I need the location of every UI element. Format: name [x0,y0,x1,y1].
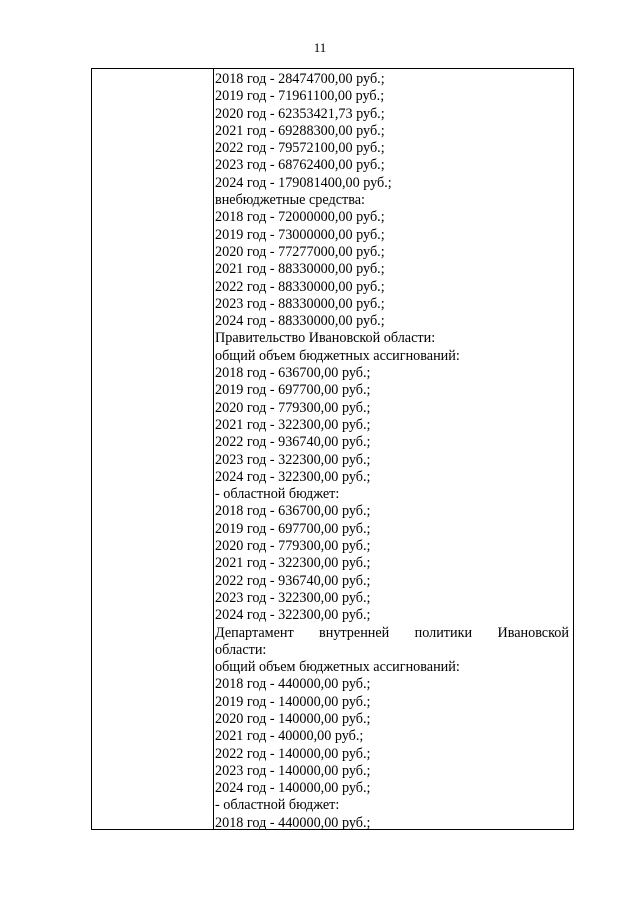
text-line: 2022 год - 936740,00 руб.; [215,434,371,451]
text-line: Правительство Ивановской области: [215,330,436,347]
text-line: 2021 год - 322300,00 руб.; [215,555,371,572]
text-line: 2022 год - 936740,00 руб.; [215,572,371,589]
text-line: 2024 год - 322300,00 руб.; [215,468,371,485]
text-line: 2018 год - 440000,00 руб.; [215,676,371,693]
text-line: 2021 год - 322300,00 руб.; [215,416,371,433]
text-line: 2024 год - 179081400,00 руб.; [215,174,392,191]
text-line: 2024 год - 140000,00 руб.; [215,780,371,797]
department-heading-word: Ивановской [497,624,569,641]
department-heading-word: Департамент [215,624,294,641]
text-line: 2019 год - 140000,00 руб.; [215,693,371,710]
text-line: 2023 год - 68762400,00 руб.; [215,157,385,174]
text-line: общий объем бюджетных ассигнований: [215,659,460,676]
text-line: 2019 год - 73000000,00 руб.; [215,226,385,243]
text-line: 2021 год - 88330000,00 руб.; [215,261,385,278]
table-right-cell [215,71,569,832]
department-heading-word: внутренней [319,624,390,641]
department-heading-word: политики [414,624,473,641]
text-line: 2021 год - 40000,00 руб.; [215,728,364,745]
text-line: 2024 год - 322300,00 руб.; [215,607,371,624]
text-line: 2018 год - 28474700,00 руб.; [215,71,385,87]
text-line: 2018 год - 440000,00 руб.; [215,814,371,831]
text-line: 2019 год - 71961100,00 руб.; [215,88,385,105]
text-line: 2020 год - 62353421,73 руб.; [215,105,385,122]
text-line: 2018 год - 72000000,00 руб.; [215,209,385,226]
text-line: внебюджетные средства: [215,192,365,209]
text-line: 2020 год - 779300,00 руб.; [215,399,371,416]
text-line: 2020 год - 77277000,00 руб.; [215,243,385,260]
text-line: 2024 год - 88330000,00 руб.; [215,313,385,330]
text-line: 2022 год - 88330000,00 руб.; [215,278,385,295]
department-heading-line [215,625,569,642]
department-heading-continuation: области: [215,641,267,658]
text-line: 2022 год - 79572100,00 руб.; [215,140,385,157]
text-line: - областной бюджет: [215,797,340,814]
text-line: 2023 год - 322300,00 руб.; [215,589,371,606]
text-line: 2022 год - 140000,00 руб.; [215,745,371,762]
text-line: общий объем бюджетных ассигнований: [215,347,460,364]
text-line: 2019 год - 697700,00 руб.; [215,520,371,537]
text-line: 2020 год - 779300,00 руб.; [215,538,371,555]
text-line: 2023 год - 322300,00 руб.; [215,451,371,468]
text-line: 2023 год - 140000,00 руб.; [215,762,371,779]
text-line: 2019 год - 697700,00 руб.; [215,382,371,399]
text-line: 2018 год - 636700,00 руб.; [215,503,371,520]
text-line: 2021 год - 69288300,00 руб.; [215,122,385,139]
text-line: 2023 год - 88330000,00 руб.; [215,295,385,312]
text-line: 2018 год - 636700,00 руб.; [215,365,371,382]
table-left-cell [92,69,214,829]
budget-table [91,68,574,830]
text-line: - областной бюджет: [215,486,340,503]
text-line: 2020 год - 140000,00 руб.; [215,710,371,727]
page-number: 11 [313,40,327,55]
